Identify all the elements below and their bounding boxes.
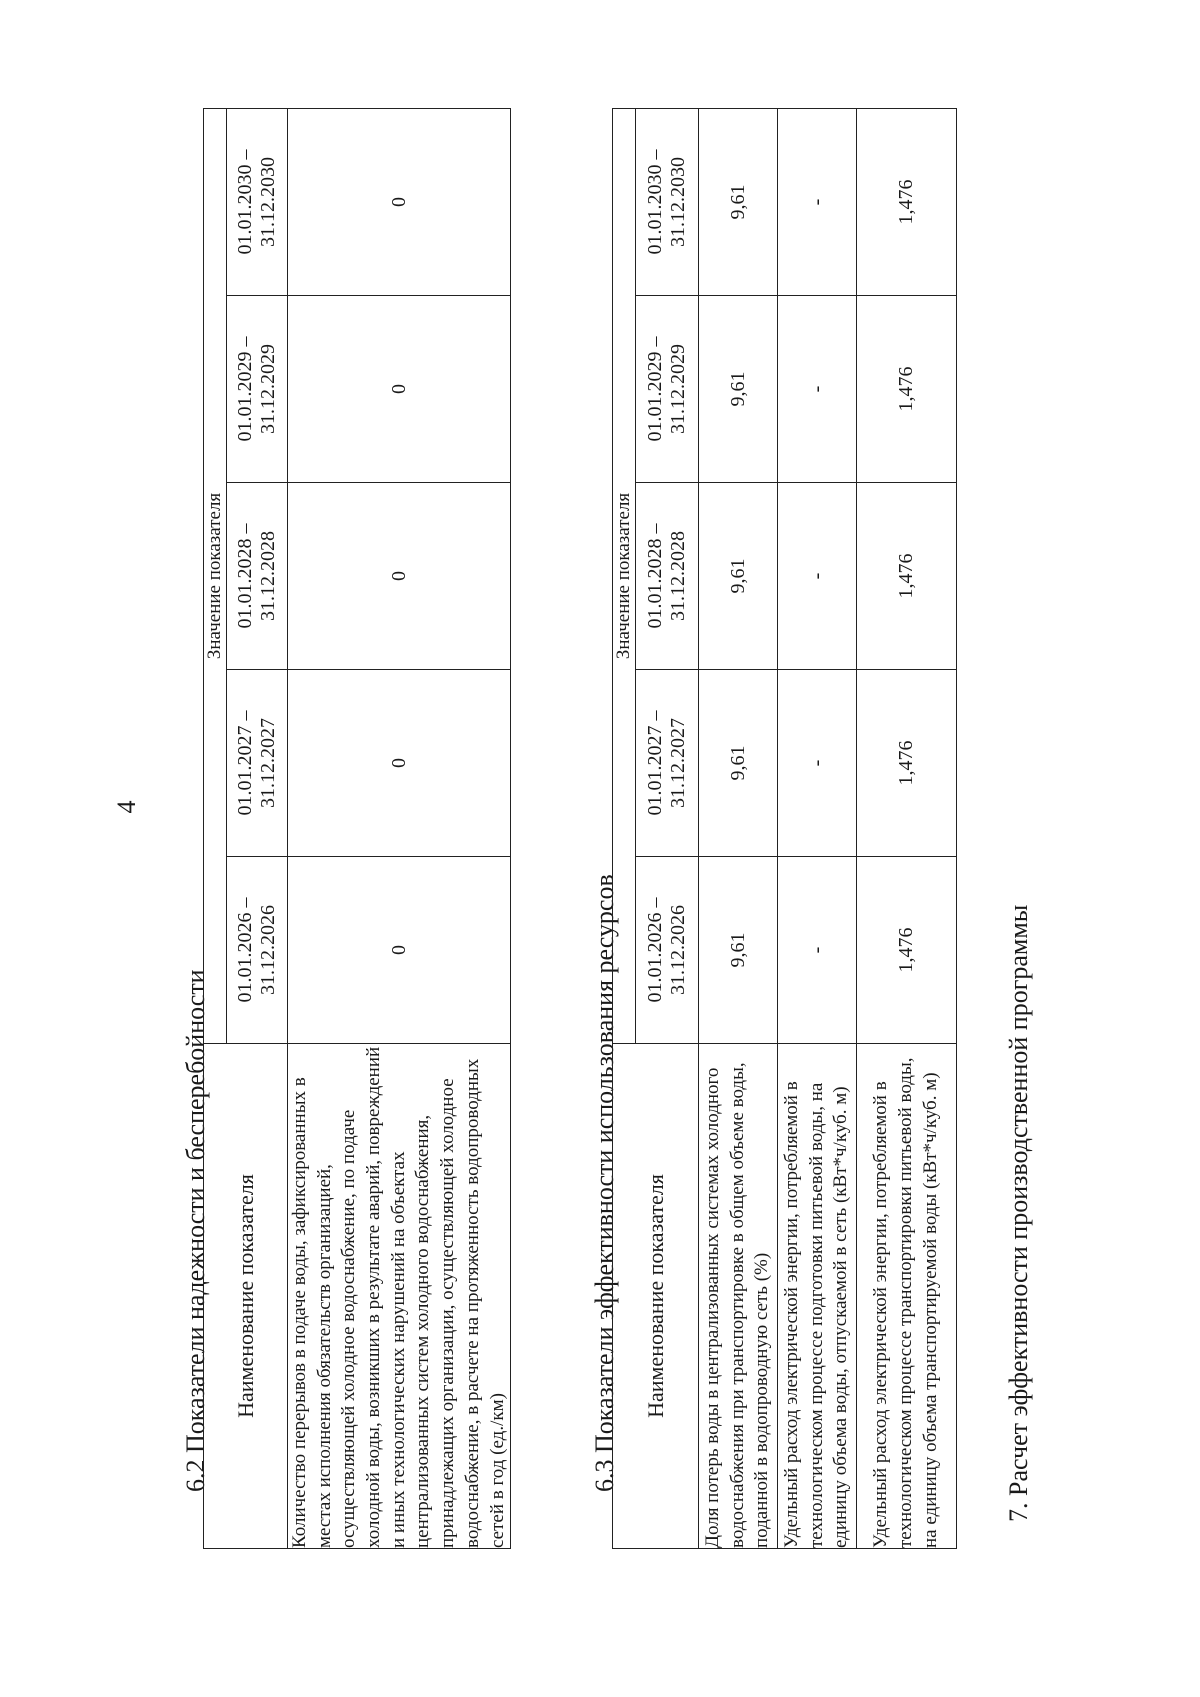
indicator-value: 0 bbox=[288, 857, 511, 1044]
indicator-value: 1,476 bbox=[857, 857, 957, 1044]
reliability-table bbox=[203, 108, 511, 1549]
table-row bbox=[699, 108, 778, 1548]
table-row bbox=[778, 108, 857, 1548]
period-start: 01.01.2028 – bbox=[644, 523, 666, 629]
period-header bbox=[636, 296, 699, 483]
period-end: 31.12.2028 bbox=[667, 531, 689, 621]
period-header bbox=[636, 108, 699, 295]
period-start: 01.01.2029 – bbox=[234, 336, 256, 442]
period-header bbox=[227, 296, 288, 483]
period-start: 01.01.2030 – bbox=[644, 149, 666, 255]
table-row bbox=[857, 108, 957, 1548]
period-start: 01.01.2026 – bbox=[644, 897, 666, 1003]
period-end: 31.12.2027 bbox=[257, 718, 279, 808]
section-title-6-3: 6.3 Показатели эффективности использования ресурсов bbox=[590, 874, 619, 1492]
indicator-value: 1,476 bbox=[857, 670, 957, 857]
indicator-value: 9,61 bbox=[699, 857, 778, 1044]
period-end: 31.12.2026 bbox=[667, 905, 689, 995]
indicator-name: Доля потерь воды в централизованных системах холодного водоснабжения при транспортировке в общем объеме воды, поданной в водопроводную сеть (%) bbox=[699, 1044, 778, 1549]
name-column-header: Наименование показателя bbox=[613, 1044, 699, 1549]
period-end: 31.12.2027 bbox=[667, 718, 689, 808]
period-end: 31.12.2029 bbox=[257, 344, 279, 434]
indicator-value: 1,476 bbox=[857, 296, 957, 483]
period-end: 31.12.2029 bbox=[667, 344, 689, 434]
indicator-value: 9,61 bbox=[699, 108, 778, 295]
period-start: 01.01.2026 – bbox=[234, 897, 256, 1003]
period-start: 01.01.2027 – bbox=[644, 710, 666, 816]
period-header bbox=[636, 670, 699, 857]
table-row bbox=[288, 108, 511, 1548]
period-start: 01.01.2027 – bbox=[234, 710, 256, 816]
period-end: 31.12.2030 bbox=[667, 156, 689, 247]
period-end: 31.12.2026 bbox=[257, 905, 279, 995]
period-header bbox=[227, 108, 288, 295]
indicator-name: Удельный расход электрической энергии, потребляемой в технологическом процессе подготовки питьевой воды, на единицу объема воды, отпускаемой в сеть (кВт*ч/куб. м) bbox=[778, 1044, 857, 1549]
indicator-value: 1,476 bbox=[857, 483, 957, 670]
indicator-value: - bbox=[778, 108, 857, 295]
page-number: 4 bbox=[112, 800, 141, 814]
period-start: 01.01.2030 – bbox=[234, 149, 256, 255]
indicator-name: Количество перерывов в подаче воды, зафиксированных в местах исполнения обязательств организацией, осуществляющей холодное водоснабжение, по подаче холодной воды, возникших в результате аварий, повреждений и иных технологических нарушений на объектах централизованных систем холодного водоснабжения, принадлежащих организации, осуществляющей холодное водоснабжение, в расчете на протяженность водопроводных сетей в год (ед./км) bbox=[288, 1044, 511, 1549]
period-header bbox=[227, 483, 288, 670]
period-start: 01.01.2029 – bbox=[644, 336, 666, 442]
indicator-value: 0 bbox=[288, 108, 511, 295]
indicator-value: - bbox=[778, 857, 857, 1044]
indicator-name: Удельный расход электрической энергии, потребляемой в технологическом процессе транспортировки питьевой воды, на единицу объема транспортируемой воды (кВт*ч/куб. м) bbox=[857, 1044, 957, 1549]
indicator-value: - bbox=[778, 483, 857, 670]
indicator-value: - bbox=[778, 670, 857, 857]
indicator-value: 0 bbox=[288, 483, 511, 670]
period-header bbox=[227, 857, 288, 1044]
indicator-value: 9,61 bbox=[699, 670, 778, 857]
indicator-value: 1,476 bbox=[857, 108, 957, 295]
section-title-7: 7. Расчет эффективности производственной программы bbox=[1004, 904, 1033, 1522]
section-title-6-2: 6.2 Показатели надежности и бесперебойности bbox=[181, 969, 210, 1492]
period-start: 01.01.2028 – bbox=[234, 523, 256, 629]
value-group-header: Значение показателя bbox=[613, 108, 636, 1043]
period-header bbox=[636, 483, 699, 670]
period-end: 31.12.2028 bbox=[257, 531, 279, 621]
indicator-value: 9,61 bbox=[699, 483, 778, 670]
name-column-header: Наименование показателя bbox=[204, 1044, 288, 1549]
period-end: 31.12.2030 bbox=[257, 156, 279, 247]
indicator-value: - bbox=[778, 296, 857, 483]
resource-efficiency-table bbox=[612, 108, 957, 1549]
indicator-value: 0 bbox=[288, 670, 511, 857]
value-group-header: Значение показателя bbox=[204, 108, 227, 1043]
period-header bbox=[636, 857, 699, 1044]
period-header bbox=[227, 670, 288, 857]
indicator-value: 0 bbox=[288, 296, 511, 483]
indicator-value: 9,61 bbox=[699, 296, 778, 483]
